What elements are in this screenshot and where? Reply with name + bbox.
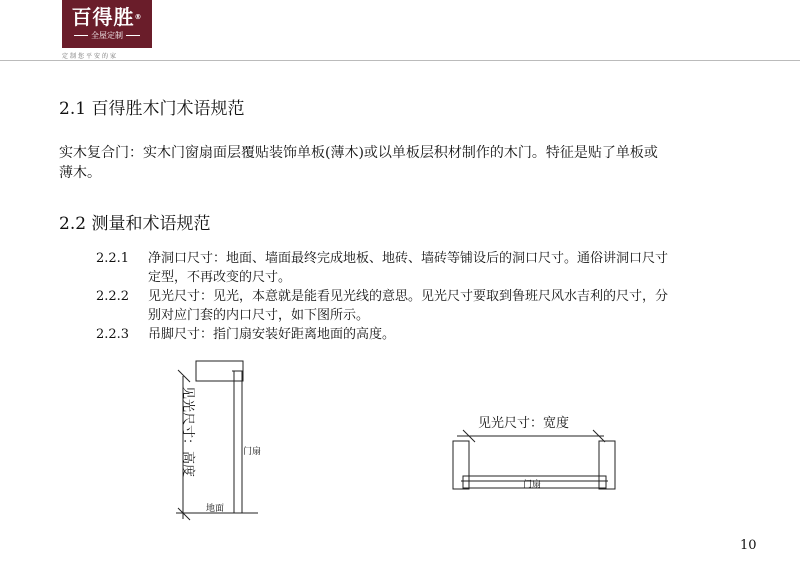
height-label: 见光尺寸：高度 — [180, 386, 195, 478]
width-label: 见光尺寸：宽度 — [478, 416, 570, 431]
left-jamb — [453, 441, 469, 489]
page-number: 10 — [740, 538, 757, 553]
right-jamb — [599, 441, 615, 489]
body-line: 薄木。 — [59, 165, 101, 181]
section-heading-2-2: 2.2 测量和术语规范 — [59, 214, 211, 234]
item-number: 2.2.2 — [96, 289, 130, 304]
floor-label: 地面 — [206, 504, 225, 514]
item-text: 见光尺寸：见光，本意就是能看见光线的意思。见光尺寸要取到鲁班尺风水吉利的尺寸，分 — [148, 289, 669, 304]
logo-subtitle: 全屋定制 — [62, 30, 152, 42]
item-text: 净洞口尺寸：地面、墙面最终完成地板、地砖、墙砖等铺设后的洞口尺寸。通俗讲洞口尺寸 — [148, 251, 669, 266]
body-line: 实木复合门：实木门窗扇面层覆贴装饰单板(薄木)或以单板层积材制作的木门。特征是贴了单板或 — [59, 145, 658, 161]
item-text-cont: 定型，不再改变的尺寸。 — [148, 270, 292, 285]
door-leaf-profile — [232, 371, 242, 513]
logo-text: 百得胜 — [71, 5, 135, 29]
slogan: 定制您平安的家 — [62, 53, 119, 60]
door-leaf-label: 门扇 — [243, 447, 262, 457]
door-leaf-plan-label: 门扇 — [523, 480, 542, 490]
dimension-tick — [178, 370, 190, 382]
item-number: 2.2.1 — [96, 251, 130, 266]
item-text-cont: 别对应门套的内口尺寸，如下图所示。 — [148, 308, 370, 323]
registered-mark: ® — [134, 13, 143, 21]
dimension-tick — [178, 508, 190, 520]
item-text: 吊脚尺寸：指门扇安装好距离地面的高度。 — [148, 327, 396, 342]
item-number: 2.2.3 — [96, 327, 130, 342]
section-heading-2-1: 2.1 百得胜木门术语规范 — [59, 99, 245, 119]
